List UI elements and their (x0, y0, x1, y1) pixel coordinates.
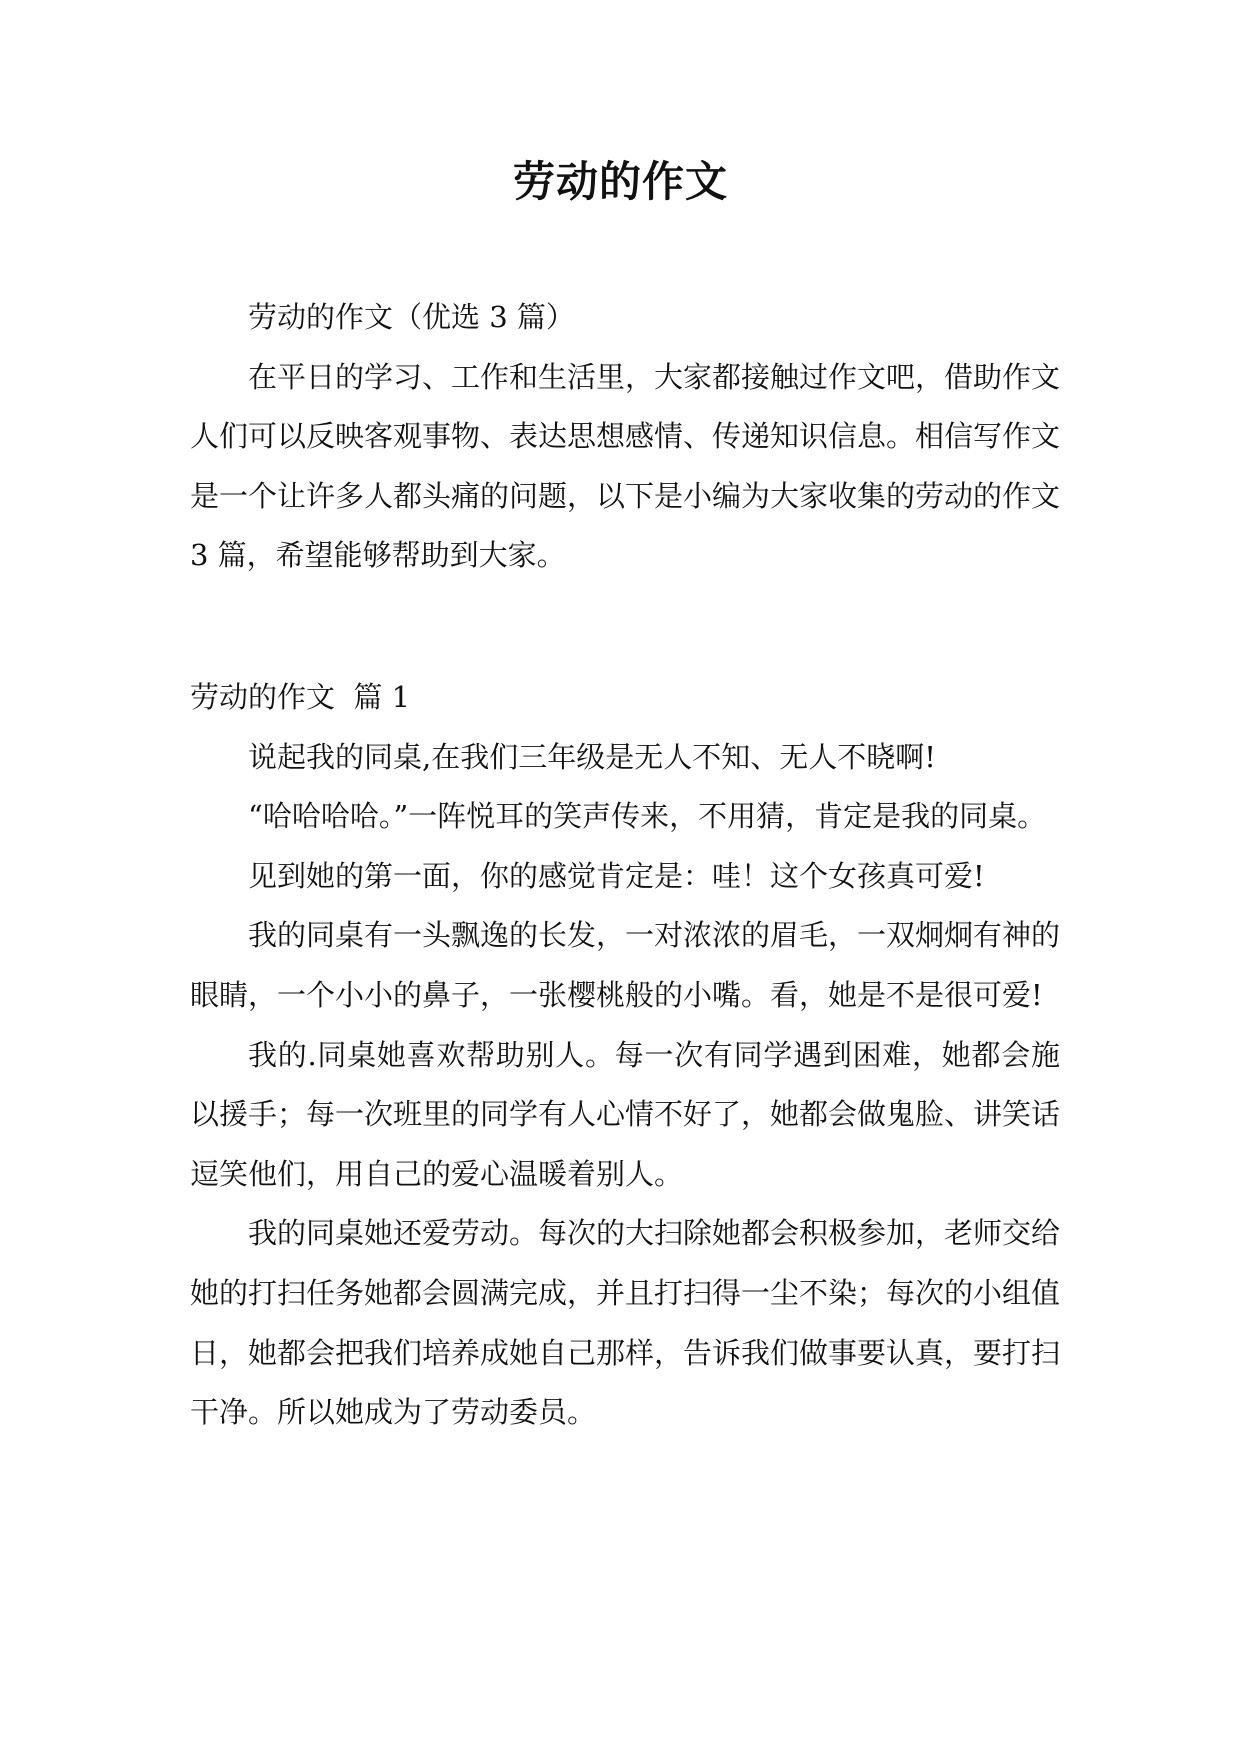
document-subtitle: 劳动的作文（优选 3 篇） (248, 300, 575, 334)
document-body (190, 288, 1060, 1443)
paragraph: 见到她的第一面，你的感觉肯定是：哇！这个女孩真可爱! (248, 858, 985, 893)
paragraph: “哈哈哈哈。”一阵悦耳的笑声传来，不用猜，肯定是我的同桌。 (248, 799, 1047, 834)
section-spacer (190, 586, 1060, 668)
paragraph: 我的.同桌她喜欢帮助别人。每一次有同学遇到困难，她都会施以援手；每一次班里的同学有人心情不好了，她都会做鬼脸、讲笑话逗笑他们，用自己的爱心温暖着别人。 (190, 1037, 1061, 1191)
paragraph: 说起我的同桌,在我们三年级是无人不知、无人不晓啊! (248, 739, 936, 774)
intro-paragraph: 在平日的学习、工作和生活里，大家都接触过作文吧，借助作文人们可以反映客观事物、表达思想感情、传递知识信息。相信写作文是一个让许多人都头痛的问题，以下是小编为大家收集的劳动的作文 3 篇，希望能够帮助到大家。 (190, 359, 1061, 573)
paragraph: 我的同桌她还爱劳动。每次的大扫除她都会积极参加，老师交给她的打扫任务她都会圆满完成，并且打扫得一尘不染；每次的小组值日，她都会把我们培养成她自己那样，告诉我们做事要认真，要打扫干净。所以她成为了劳动委员。 (190, 1216, 1061, 1430)
paragraph: 我的同桌有一头飘逸的长发，一对浓浓的眉毛，一双炯炯有神的眼睛，一个小小的鼻子，一张樱桃般的小嘴。看，她是不是很可爱! (190, 918, 1061, 1012)
document-title: 劳动的作文 (512, 157, 728, 206)
section-heading: 劳动的作文 篇 1 (190, 679, 411, 714)
